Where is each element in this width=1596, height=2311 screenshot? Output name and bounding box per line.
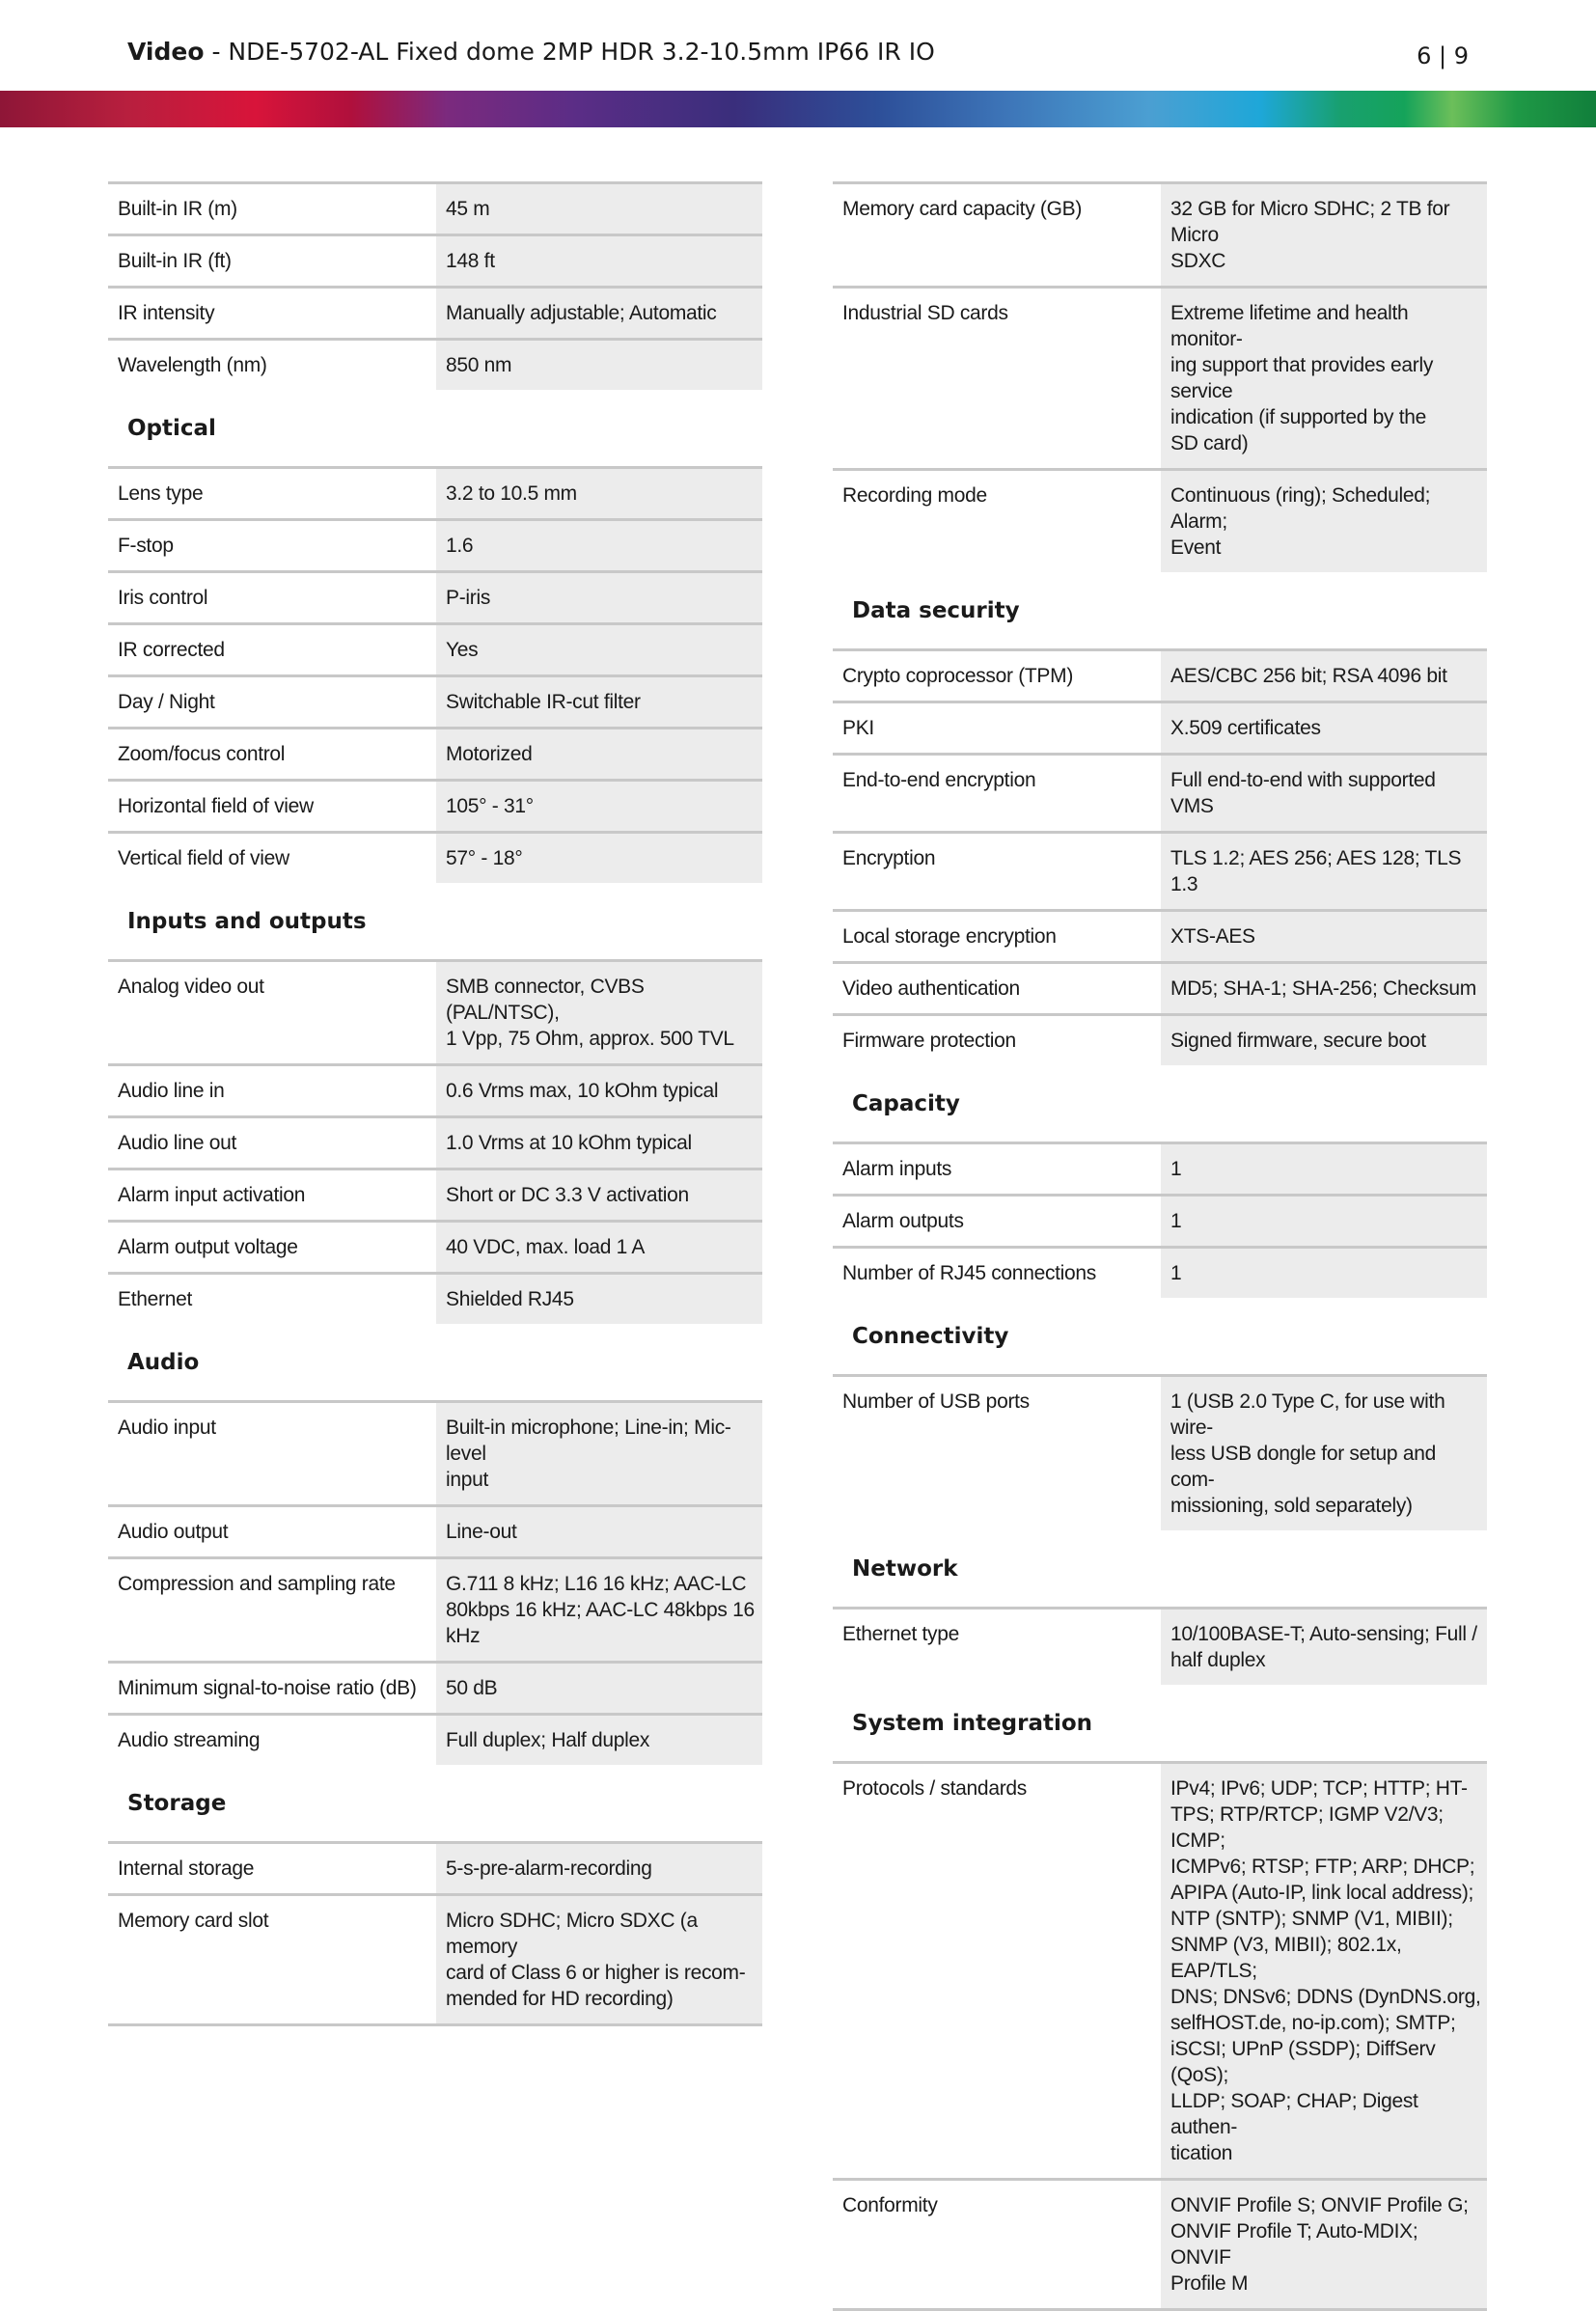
spec-label: Audio line in <box>118 1080 225 1102</box>
spec-value: Continuous (ring); Scheduled; Alarm; Event <box>1161 471 1487 572</box>
spec-row <box>833 1609 1487 1685</box>
spec-row <box>108 181 762 234</box>
spec-value: 3.2 to 10.5 mm <box>436 469 762 518</box>
spec-row <box>833 701 1487 753</box>
spec-value: 1.6 <box>436 521 762 570</box>
spec-label: Audio line out <box>118 1132 237 1154</box>
spec-label: IR intensity <box>118 302 215 324</box>
spec-label: Iris control <box>118 587 208 609</box>
spec-value: 40 VDC, max. load 1 A <box>436 1223 762 1272</box>
spec-label: Ethernet type <box>842 1623 960 1645</box>
spec-label: Conformity <box>842 2194 938 2216</box>
section-title: Storage <box>108 1765 762 1844</box>
spec-row <box>108 962 762 1063</box>
page-header <box>127 37 1469 75</box>
spec-row <box>833 1764 1487 2178</box>
spec-row <box>108 1220 762 1272</box>
spec-label: Audio output <box>118 1521 229 1543</box>
spec-row <box>108 1893 762 2023</box>
spec-value: Manually adjustable; Automatic <box>436 289 762 338</box>
spec-value: Extreme lifetime and health monitor- ing support that provides early service indication (if supported by the SD card) <box>1161 289 1487 468</box>
spec-label: Local storage encryption <box>842 925 1057 948</box>
spec-value: Signed firmware, secure boot <box>1161 1016 1487 1065</box>
spec-column-right <box>833 181 1487 2311</box>
spec-value: 50 dB <box>436 1664 762 1713</box>
spec-row <box>108 622 762 674</box>
spec-row <box>833 1144 1487 1194</box>
spec-label: Firmware protection <box>842 1030 1016 1052</box>
spec-label: Alarm input activation <box>118 1184 306 1206</box>
spec-row <box>108 1272 762 1324</box>
spec-label: Vertical field of view <box>118 847 289 869</box>
document-product: - NDE-5702-AL Fixed dome 2MP HDR 3.2-10.5mm IP66 IR IO <box>204 38 935 66</box>
spec-label: Number of RJ45 connections <box>842 1262 1097 1284</box>
spec-value: Micro SDHC; Micro SDXC (a memory card of Class 6 or higher is recom- mended for HD recording) <box>436 1896 762 2023</box>
spec-value: TLS 1.2; AES 256; AES 128; TLS 1.3 <box>1161 834 1487 909</box>
section-title: Audio <box>108 1324 762 1403</box>
spec-value: 0.6 Vrms max, 10 kOhm typical <box>436 1066 762 1115</box>
spec-label: Analog video out <box>118 976 264 998</box>
spec-row <box>108 1844 762 1893</box>
color-band <box>0 91 1596 127</box>
spec-row <box>833 831 1487 909</box>
spec-row <box>833 753 1487 831</box>
spec-value: Short or DC 3.3 V activation <box>436 1170 762 1220</box>
spec-row <box>108 1661 762 1713</box>
spec-label: F-stop <box>118 535 174 557</box>
spec-label: Internal storage <box>118 1857 255 1880</box>
spec-value: Line-out <box>436 1507 762 1556</box>
spec-row <box>833 1194 1487 1246</box>
spec-row <box>108 779 762 831</box>
document-category: Video <box>127 38 205 66</box>
spec-label: Memory card capacity (GB) <box>842 198 1083 220</box>
spec-label: IR corrected <box>118 639 225 661</box>
spec-value: X.509 certificates <box>1161 703 1487 753</box>
spec-value: 57° - 18° <box>436 834 762 883</box>
spec-row <box>108 234 762 286</box>
spec-label: Zoom/focus control <box>118 743 286 765</box>
column-end-rule <box>108 2023 762 2026</box>
spec-row <box>108 1115 762 1168</box>
spec-row <box>108 338 762 390</box>
spec-label: Number of USB ports <box>842 1390 1030 1413</box>
spec-row <box>833 1013 1487 1065</box>
spec-label: Protocols / standards <box>842 1777 1027 1800</box>
spec-row <box>108 1504 762 1556</box>
spec-value: MD5; SHA-1; SHA-256; Checksum <box>1161 964 1487 1013</box>
spec-row <box>108 1403 762 1504</box>
spec-value: 850 nm <box>436 341 762 390</box>
spec-value: Full duplex; Half duplex <box>436 1716 762 1765</box>
section-title: Connectivity <box>833 1298 1487 1377</box>
spec-row <box>833 1246 1487 1298</box>
section-title: Capacity <box>833 1065 1487 1144</box>
spec-row <box>833 961 1487 1013</box>
spec-row <box>833 651 1487 701</box>
spec-label: Horizontal field of view <box>118 795 314 817</box>
spec-row <box>833 909 1487 961</box>
spec-row <box>833 2178 1487 2308</box>
spec-label: Crypto coprocessor (TPM) <box>842 665 1074 687</box>
spec-value: AES/CBC 256 bit; RSA 4096 bit <box>1161 651 1487 701</box>
spec-row <box>108 1713 762 1765</box>
spec-value: G.711 8 kHz; L16 16 kHz; AAC-LC 80kbps 16 kHz; AAC-LC 48kbps 16 kHz <box>436 1559 762 1661</box>
spec-row <box>108 1168 762 1220</box>
spec-value: 1 <box>1161 1144 1487 1194</box>
spec-value: 148 ft <box>436 236 762 286</box>
spec-row <box>108 674 762 727</box>
spec-value: Yes <box>436 625 762 674</box>
spec-value: Motorized <box>436 729 762 779</box>
spec-label: Memory card slot <box>118 1910 269 1932</box>
spec-value: XTS-AES <box>1161 912 1487 961</box>
spec-value: Switchable IR-cut filter <box>436 677 762 727</box>
spec-label: End-to-end encryption <box>842 769 1036 791</box>
spec-value: 5-s-pre-alarm-recording <box>436 1844 762 1893</box>
spec-row <box>833 468 1487 572</box>
spec-value: IPv4; IPv6; UDP; TCP; HTTP; HT- TPS; RTP/RTCP; IGMP V2/V3; ICMP; ICMPv6; RTSP; FTP; ARP; DHCP; APIPA (Auto-IP, link local address); NTP (SNTP); SNMP (V1, MIBII); SNMP (V3, MIBII); 802.1x, EAP/TLS; DNS; DNSv6; DDNS (DynDNS.org, selfHOST.de, no-ip.com); SMTP; iSCSI; UPnP (SSDP); DiffServ (QoS); LLDP; SOAP; CHAP; Digest authen- tication <box>1161 1764 1487 2178</box>
spec-column-left <box>108 181 762 2026</box>
spec-value: Full end-to-end with supported VMS <box>1161 756 1487 831</box>
spec-label: Alarm output voltage <box>118 1236 298 1258</box>
spec-label: Wavelength (nm) <box>118 354 267 376</box>
spec-label: Recording mode <box>842 484 987 507</box>
section-title: Network <box>833 1530 1487 1609</box>
section-title: Data security <box>833 572 1487 651</box>
section-title: System integration <box>833 1685 1487 1764</box>
spec-value: P-iris <box>436 573 762 622</box>
spec-row <box>108 831 762 883</box>
spec-row <box>108 1556 762 1661</box>
spec-label: Alarm outputs <box>842 1210 964 1232</box>
spec-row <box>108 518 762 570</box>
spec-value: 105° - 31° <box>436 782 762 831</box>
spec-value: Built-in microphone; Line-in; Mic-level input <box>436 1403 762 1504</box>
document-title <box>127 37 935 68</box>
spec-label: Lens type <box>118 482 204 505</box>
spec-value: ONVIF Profile S; ONVIF Profile G; ONVIF Profile T; Auto-MDIX; ONVIF Profile M <box>1161 2181 1487 2308</box>
section-title: Optical <box>108 390 762 469</box>
spec-value: Shielded RJ45 <box>436 1275 762 1324</box>
spec-label: Minimum signal-to-noise ratio (dB) <box>118 1677 417 1699</box>
spec-row <box>833 181 1487 286</box>
spec-value: 45 m <box>436 184 762 234</box>
spec-label: Audio streaming <box>118 1729 261 1751</box>
spec-row <box>108 727 762 779</box>
spec-row <box>108 286 762 338</box>
spec-value: 10/100BASE-T; Auto-sensing; Full / half duplex <box>1161 1609 1487 1685</box>
spec-row <box>108 469 762 518</box>
spec-label: Day / Night <box>118 691 215 713</box>
spec-row <box>833 286 1487 468</box>
spec-label: Built-in IR (m) <box>118 198 237 220</box>
page-number: 6 | 9 <box>1417 42 1469 69</box>
spec-label: Ethernet <box>118 1288 192 1310</box>
section-title: Inputs and outputs <box>108 883 762 962</box>
spec-label: PKI <box>842 717 874 739</box>
spec-value: 32 GB for Micro SDHC; 2 TB for Micro SDXC <box>1161 184 1487 286</box>
spec-value: 1.0 Vrms at 10 kOhm typical <box>436 1118 762 1168</box>
spec-value: SMB connector, CVBS (PAL/NTSC), 1 Vpp, 75 Ohm, approx. 500 TVL <box>436 962 762 1063</box>
spec-label: Built-in IR (ft) <box>118 250 232 272</box>
spec-value: 1 <box>1161 1249 1487 1298</box>
spec-row <box>108 1063 762 1115</box>
spec-label: Encryption <box>842 847 936 869</box>
spec-row <box>108 570 762 622</box>
spec-label: Industrial SD cards <box>842 302 1008 324</box>
spec-row <box>833 1377 1487 1530</box>
spec-label: Video authentication <box>842 977 1020 1000</box>
spec-value: 1 (USB 2.0 Type C, for use with wire- less USB dongle for setup and com- missioning, sold separately) <box>1161 1377 1487 1530</box>
spec-label: Audio input <box>118 1417 216 1439</box>
spec-label: Compression and sampling rate <box>118 1573 396 1595</box>
spec-value: 1 <box>1161 1197 1487 1246</box>
spec-label: Alarm inputs <box>842 1158 952 1180</box>
